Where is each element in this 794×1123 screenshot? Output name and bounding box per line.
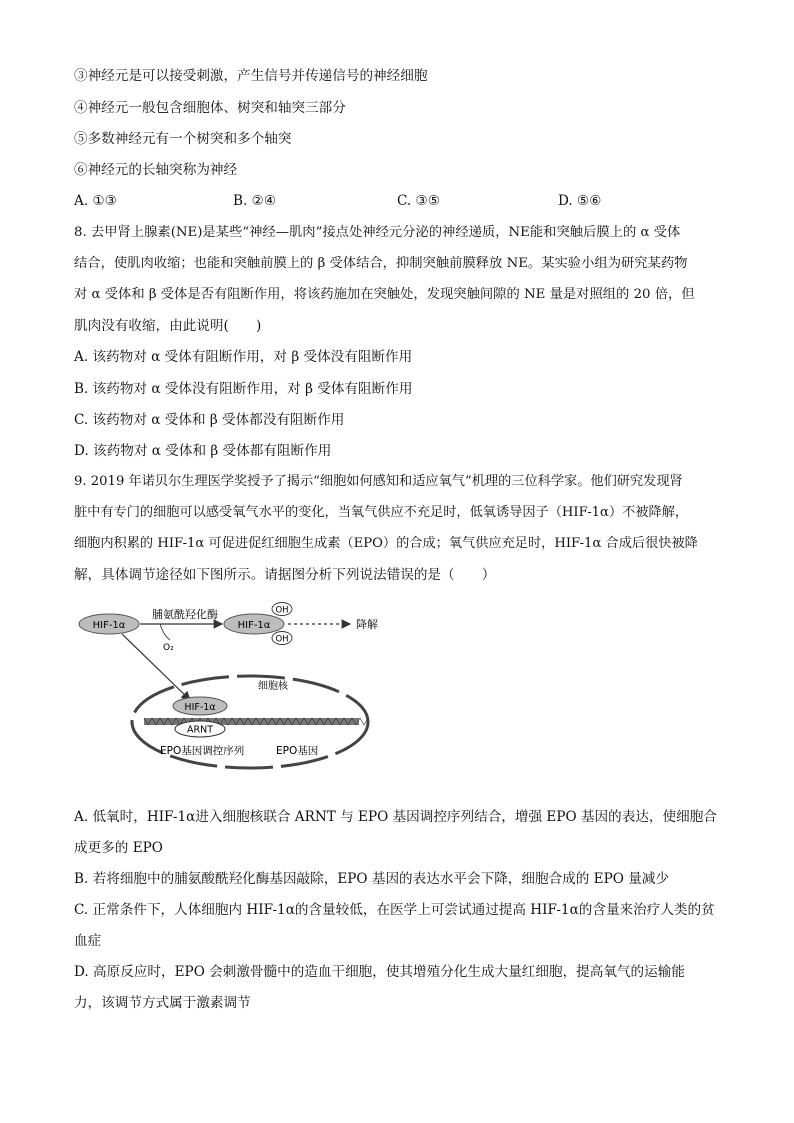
q9-option-c[interactable]: C. 正常条件下，人体细胞内 HIF-1α的含量较低，在医学上可尝试通过提高 HIF-1α的含量来治疗人类的贫 xyxy=(74,902,715,918)
q7-option-c[interactable]: C. ③⑤ xyxy=(397,193,440,209)
hif-label-1: HIF-1α xyxy=(92,620,126,631)
q9-option-c-cont: 血症 xyxy=(74,933,102,949)
q7-option-b[interactable]: B. ②④ xyxy=(233,193,277,209)
q8-stem-line-2: 结合，使肌肉收缩；也能和突触前膜上的 β 受体结合，抑制突触前膜释放 NE。某实验小组为研究某药物 xyxy=(74,256,688,271)
q9-option-a[interactable]: A. 低氧时，HIF-1α进入细胞核联合 ARNT 与 EPO 基因调控序列结合，增强 EPO 基因的表达，使细胞合 xyxy=(74,809,717,825)
q9-stem-line-4: 解，具体调节途径如下图所示。请据图分析下列说法错误的是（ ） xyxy=(74,567,496,583)
o2-label: O₂ xyxy=(163,643,174,653)
enzyme-label: 脯氨酰羟化酶 xyxy=(152,608,218,621)
hif-regulation-diagram xyxy=(72,598,402,788)
q8-option-b[interactable]: B. 该药物对 α 受体没有阻断作用，对 β 受体有阻断作用 xyxy=(74,381,413,397)
q7-option-d[interactable]: D. ⑤⑥ xyxy=(558,193,602,209)
nucleus-label: 细胞核 xyxy=(258,681,288,692)
q8-stem-line-4: 肌肉没有收缩，由此说明( ) xyxy=(74,318,262,334)
q7-item-6: ⑥神经元的长轴突称为神经 xyxy=(74,162,238,178)
q9-stem-line-3: 细胞内积累的 HIF-1α 可促进促红细胞生成素（EPO）的合成；氧气供应充足时，HIF-1α 合成后很快被降 xyxy=(74,536,698,551)
q8-option-c[interactable]: C. 该药物对 α 受体和 β 受体都没有阻断作用 xyxy=(74,412,345,428)
q9-option-b[interactable]: B. 若将细胞中的脯氨酸酰羟化酶基因敲除，EPO 基因的表达水平会下降，细胞合成的 EPO 量减少 xyxy=(74,871,669,887)
q9-option-d[interactable]: D. 高原反应时，EPO 会刺激骨髓中的造血干细胞，使其增殖分化生成大量红细胞，提高氧气的运输能 xyxy=(74,964,685,980)
hif-label-3: HIF-1α xyxy=(184,702,216,713)
q8-option-d[interactable]: D. 该药物对 α 受体和 β 受体都有阻断作用 xyxy=(74,443,332,459)
arnt-label: ARNT xyxy=(186,724,214,736)
oh-label-2: OH xyxy=(275,634,289,645)
q9-stem-line-2: 脏中有专门的细胞可以感受氧气水平的变化，当氧气供应不充足时，低氧诱导因子（HIF-1α）不被降解， xyxy=(74,505,689,520)
q9-stem-line-1: 9. 2019 年诺贝尔生理医学奖授予了揭示“细胞如何感知和适应氧气”机理的三位科学家。他们研究发现肾 xyxy=(74,474,683,489)
q9-option-a-cont: 成更多的 EPO xyxy=(74,840,163,856)
q7-item-4: ④神经元一般包含细胞体、树突和轴突三部分 xyxy=(74,100,346,116)
regulatory-sequence-label: EPO基因调控序列 xyxy=(160,745,245,757)
o2-branch xyxy=(160,624,170,640)
nuclear-entry-arrow xyxy=(122,634,190,700)
q7-item-3: ③神经元是可以接受刺激，产生信号并传递信号的神经细胞 xyxy=(74,68,428,84)
q8-stem-line-3: 对 α 受体和 β 受体是否有阻断作用，将该药施加在突触处，发现突触间隙的 NE 量是对照组的 20 倍，但 xyxy=(74,287,695,302)
q9-option-d-cont: 力，该调节方式属于激素调节 xyxy=(74,995,251,1011)
epo-gene-label: EPO基因 xyxy=(276,745,319,757)
q7-item-5: ⑤多数神经元有一个树突和多个轴突 xyxy=(74,131,292,147)
q7-option-a[interactable]: A. ①③ xyxy=(74,193,117,209)
degrade-label: 降解 xyxy=(356,618,378,631)
hif-label-2: HIF-1α xyxy=(237,620,271,631)
q8-stem-line-1: 8. 去甲肾上腺素(NE)是某些“神经—肌肉”接点处神经元分泌的神经递质，NE能和突触后膜上的 α 受体 xyxy=(74,225,681,240)
oh-label-1: OH xyxy=(275,605,289,616)
q8-option-a[interactable]: A. 该药物对 α 受体有阻断作用，对 β 受体没有阻断作用 xyxy=(74,349,413,365)
